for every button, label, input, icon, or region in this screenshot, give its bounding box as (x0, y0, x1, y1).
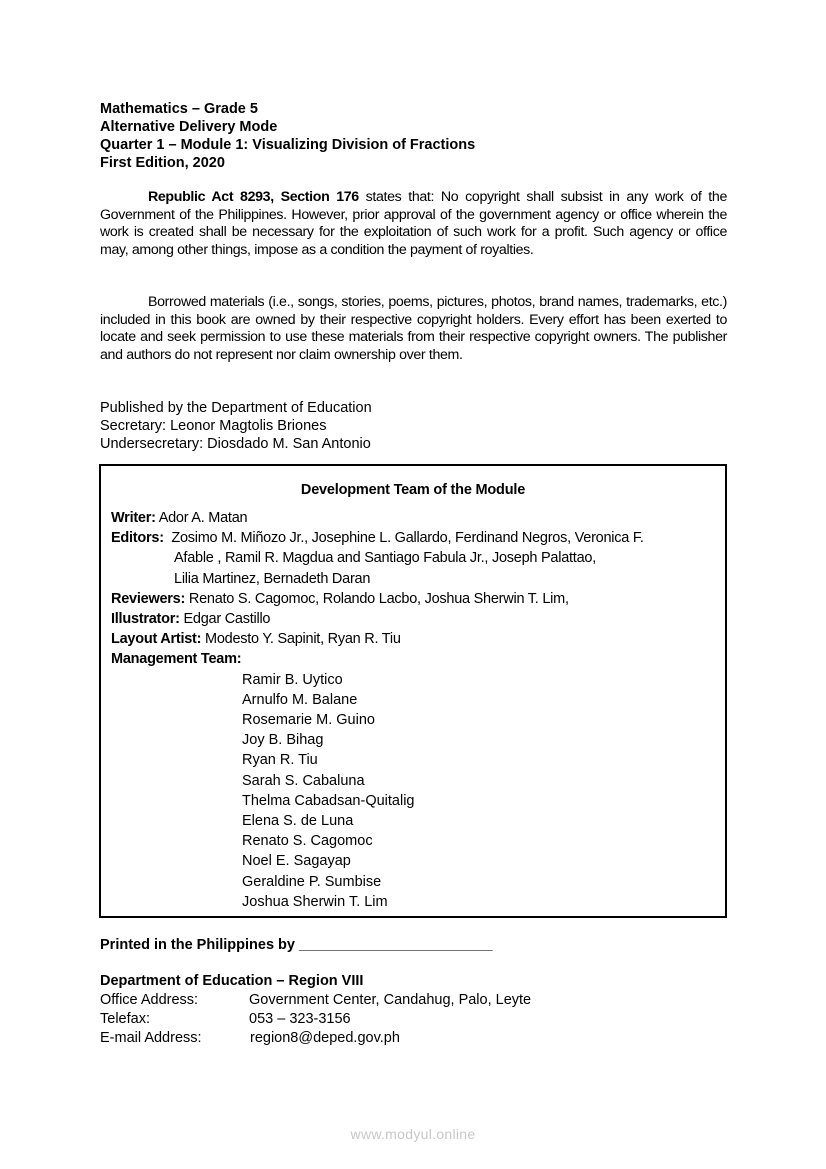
management-team-label: Management Team: (111, 651, 242, 668)
office-address-value: Government Center, Candahug, Palo, Leyte (249, 992, 532, 1008)
management-member: Ramir B. Uytico (242, 671, 343, 688)
team-title: Development Team of the Module (300, 482, 526, 498)
management-member: Renato S. Cagomoc (242, 833, 373, 850)
secretary: Secretary: Leonor Magtolis Briones (100, 418, 327, 434)
reviewers-line (111, 589, 711, 609)
team-credits (111, 508, 711, 912)
region-contact-info (100, 972, 531, 1048)
module-title-block (100, 100, 475, 172)
copyright-paragraph (100, 189, 727, 259)
illustrator-line (111, 609, 711, 629)
illustrator-name: Edgar Castillo (179, 611, 271, 628)
management-member: Rosemarie M. Guino (242, 712, 375, 729)
law-citation: Republic Act 8293, Section 176 (148, 189, 359, 205)
email-value[interactable]: region8@deped.gov.ph (250, 1030, 400, 1046)
edition: First Edition, 2020 (100, 155, 225, 171)
illustrator-label: Illustrator: (111, 611, 180, 628)
region-title: Department of Education – Region VIII (100, 973, 364, 989)
layout-artist-line (111, 629, 711, 649)
editors-names-1: Zosimo M. Miñozo Jr., Josephine L. Gallardo, Ferdinand Negros, Veronica F. (163, 530, 644, 547)
reviewers-label: Reviewers: (111, 590, 186, 607)
management-member: Geraldine P. Sumbise (242, 873, 382, 890)
management-member: Noel E. Sagayap (242, 853, 351, 870)
development-team-box (99, 464, 727, 918)
printed-by-line: Printed in the Philippines by ________________________ (100, 937, 493, 953)
layout-artist-label: Layout Artist: (111, 631, 202, 648)
watermark: www.modyul.online (350, 1126, 476, 1142)
telefax-row (100, 1010, 531, 1029)
delivery-mode: Alternative Delivery Mode (100, 119, 278, 135)
writer-line (111, 508, 711, 528)
writer-name: Ador A. Matan (155, 510, 248, 526)
editors-line (111, 528, 711, 548)
publisher: Published by the Department of Education (100, 400, 372, 416)
telefax-value: 053 – 323-3156 (249, 1011, 351, 1027)
management-member: Sarah S. Cabaluna (242, 772, 365, 789)
office-address-row (100, 991, 531, 1010)
layout-artist-names: Modesto Y. Sapinit, Ryan R. Tiu (201, 631, 401, 648)
reviewers-names: Renato S. Cagomoc, Rolando Lacbo, Joshua Sherwin T. Lim, (185, 590, 569, 607)
borrowed-materials-paragraph (100, 294, 727, 364)
editors-label: Editors: (111, 530, 164, 547)
copyright-text: states that: No copyright shall subsist in any work of the Government of the Philippines. However, prior approval of the government agency or office wherein the work is created shall be necessary for the exploitation of such work for a profit. Such agency or office may, among other things, impose as a condition the payment of royalties. (100, 189, 727, 258)
management-member: Arnulfo M. Balane (242, 691, 358, 708)
management-member: Elena S. de Luna (242, 813, 354, 830)
borrowed-materials-text: Borrowed materials (i.e., songs, stories, poems, pictures, photos, brand names, trademarks, etc.) included in this book are owned by their respective copyright holders. Every effort has been exerted to locate and seek permission to use these materials from their respective copyright owners. The publisher and authors do not represent nor claim ownership over them. (100, 294, 727, 363)
editors-names-2: Afable , Ramil R. Magdua and Santiago Fabula Jr., Joseph Palattao, (174, 550, 596, 567)
module-title: Quarter 1 – Module 1: Visualizing Division of Fractions (100, 137, 476, 153)
office-address-label: Office Address: (100, 992, 199, 1008)
management-team-list (111, 670, 711, 912)
publisher-info (100, 399, 372, 453)
writer-label: Writer: (111, 510, 156, 526)
editors-names-3: Lilia Martinez, Bernadeth Daran (174, 570, 371, 587)
subject-grade: Mathematics – Grade 5 (100, 101, 258, 117)
management-member: Thelma Cabadsan-Quitalig (242, 792, 415, 809)
management-member: Ryan R. Tiu (242, 752, 318, 769)
telefax-label: Telefax: (100, 1011, 150, 1027)
email-label: E-mail Address: (100, 1030, 202, 1046)
undersecretary: Undersecretary: Diosdado M. San Antonio (100, 436, 371, 452)
management-member: Joy B. Bihag (242, 732, 324, 749)
management-member: Joshua Sherwin T. Lim (242, 893, 388, 910)
email-row (100, 1029, 531, 1048)
